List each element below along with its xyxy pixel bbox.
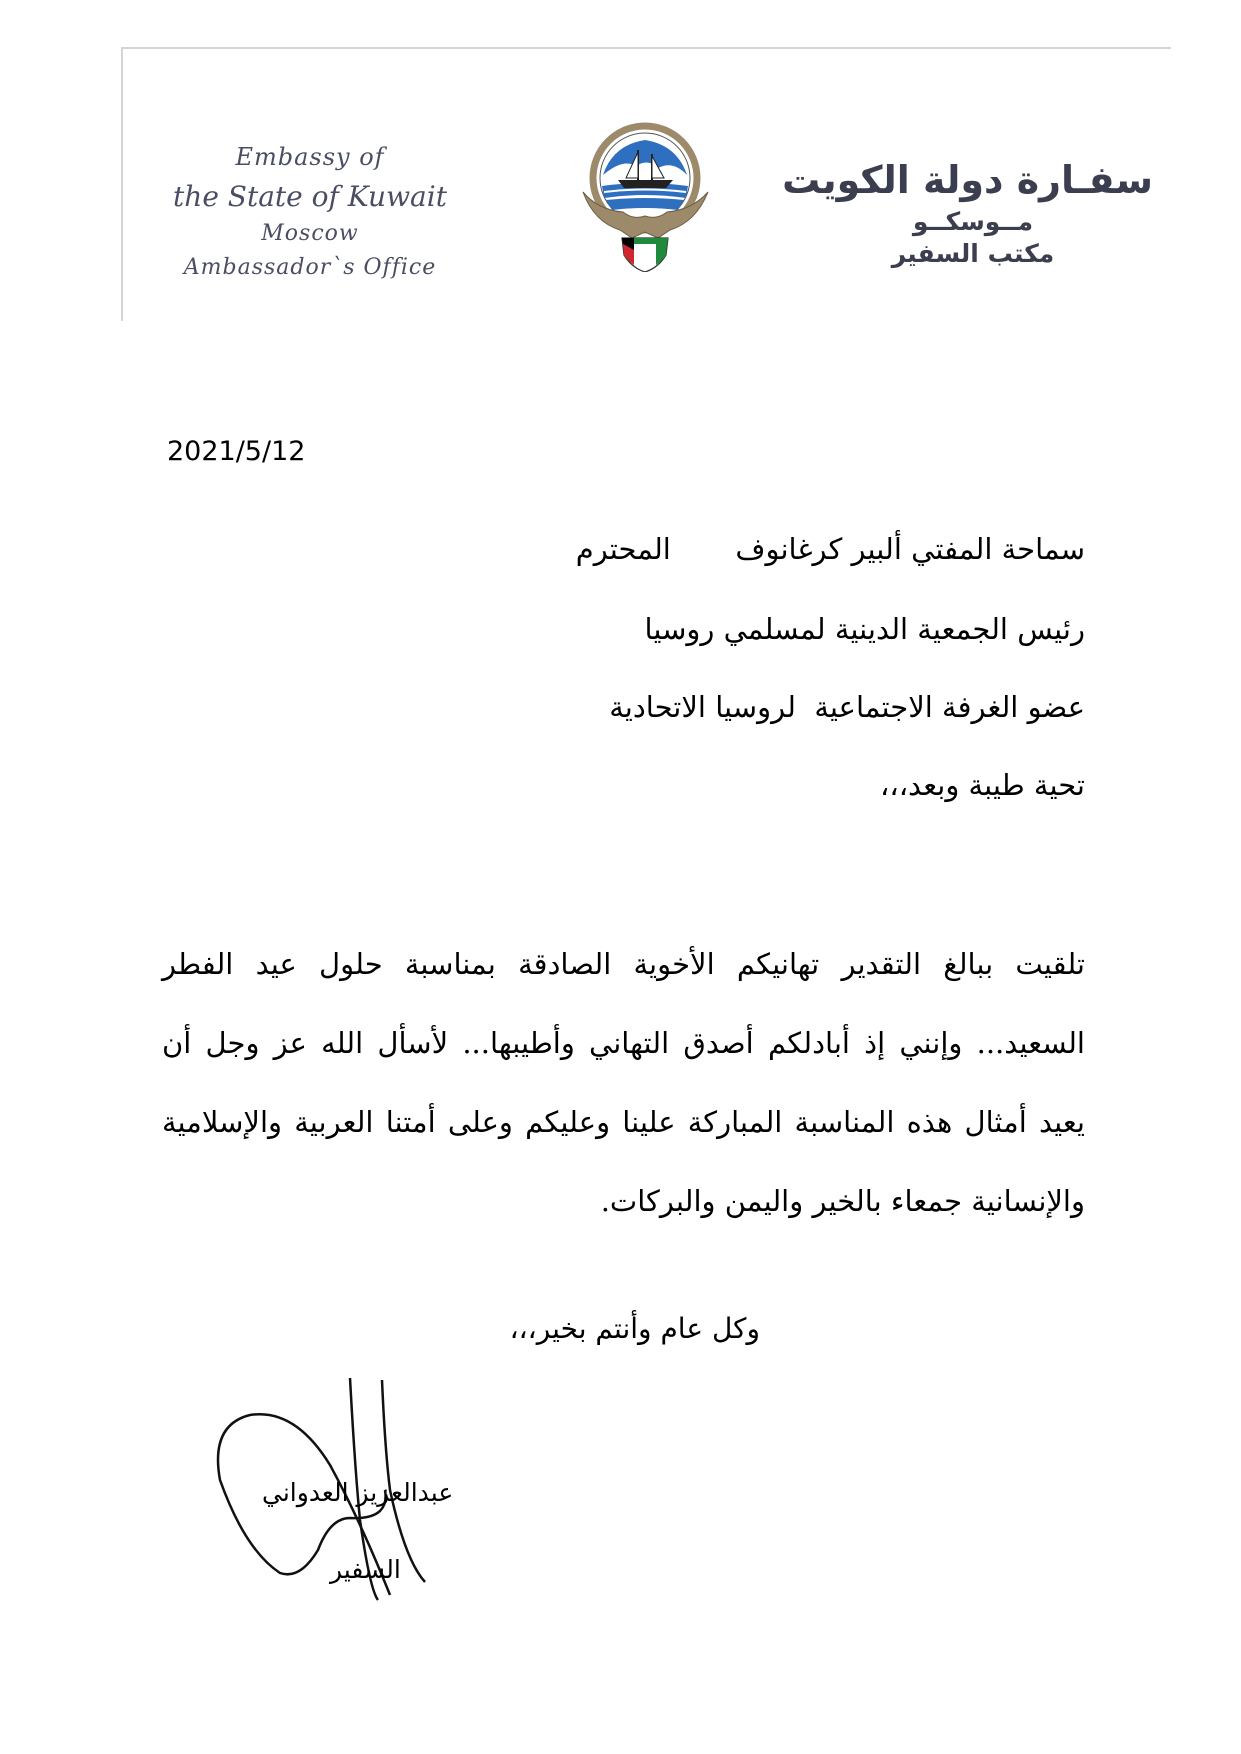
letterhead-arabic-city: مــوسكــو bbox=[912, 206, 1034, 236]
letter-body-paragraph: تلقيت ببالغ التقدير تهانيكم الأخوية الصادقة بمناسبة حلول عيد الفطر السعيد... وإنني إذ أبادلكم أصدق التهاني وأطيبها... لأسأل الله عز وجل أن يعيد أمثال هذه المناسبة المباركة علينا وعليكم وعلى أمتنا العربية والإسلامية والإنسانية جمعاء بالخير واليمن والبركات. bbox=[162, 947, 1085, 1218]
addressee-line: رئيس الجمعية الدينية لمسلمي روسيا bbox=[644, 612, 1085, 646]
kuwait-coat-of-arms-icon bbox=[578, 120, 713, 272]
addressee-line: عضو الغرفة الاجتماعية لروسيا الاتحادية bbox=[609, 690, 1085, 724]
letterhead-english-line: the State of Kuwait bbox=[173, 180, 447, 213]
letterhead-arabic bbox=[733, 160, 1153, 271]
closing-line: وكل عام وأنتم بخير،،، bbox=[509, 1312, 760, 1345]
letterhead-arabic-title: سفـارة دولة الكويت bbox=[782, 158, 1153, 202]
letterhead-arabic-office: مكتب السفير bbox=[891, 239, 1055, 269]
addressee-line: سماحة المفتي ألبير كرغانوف المحترم bbox=[575, 532, 1085, 566]
signatory-name: عبدالعزيز العدواني bbox=[262, 1478, 454, 1507]
letterhead-english-line: Embassy of bbox=[235, 143, 385, 171]
greeting-line: تحية طيبة وبعد،،، bbox=[879, 768, 1085, 802]
signatory-title: السفير bbox=[330, 1555, 401, 1584]
letterhead-border-left bbox=[121, 47, 123, 321]
letterhead-english bbox=[130, 145, 490, 279]
letterhead-border-top bbox=[121, 47, 1171, 49]
letterhead-english-line: Ambassador`s Office bbox=[183, 255, 437, 280]
letterhead-english-line: Moscow bbox=[261, 221, 359, 246]
letter-date: 2021/5/12 bbox=[167, 436, 306, 467]
